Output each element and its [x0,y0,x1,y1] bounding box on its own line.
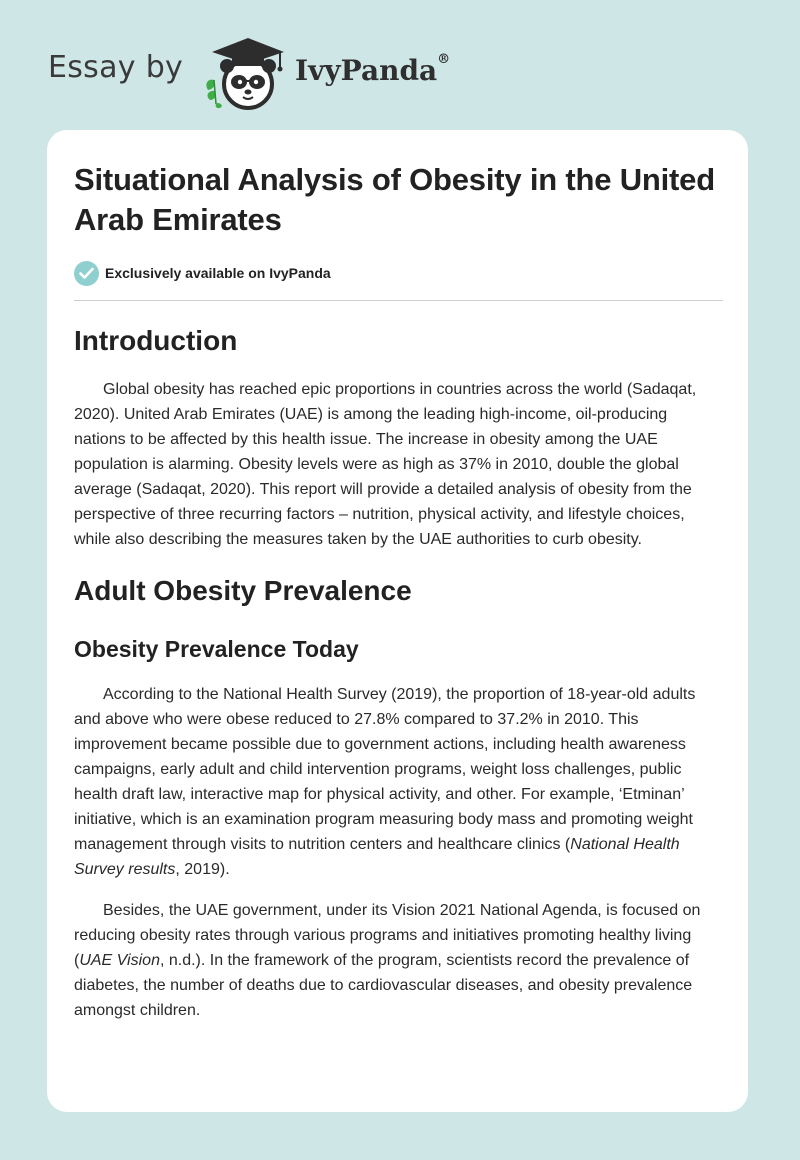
essay-by-label: Essay by [48,50,184,85]
essay-content [74,160,723,1023]
check-icon [74,261,99,286]
brand-name[interactable]: IvyPanda® [295,52,451,87]
divider [74,300,723,301]
introduction-paragraph: Global obesity has reached epic proportions in countries across the world (Sadaqat, 2020). United Arab Emirates (UAE) is among the leading high-income, oil-producing nations to be affected by this health issue. The increase in obesity among the UAE population is alarming. Obesity levels were as high as 37% in 2010, double the global average (Sadaqat, 2020). This report will provide a detailed analysis of obesity from the perspective of three recurring factors – nutrition, physical activity, and lifestyle choices, while also describing the measures taken by the UAE authorities to curb obesity. [74,381,697,548]
prevalence-today-paragraph-1: According to the National Health Survey (2019), the proportion of 18-year-old adults and above who were obese reduced to 27.8% compared to 37.2% in 2010. This improvement became possible due to government actions, including health awareness campaigns, early adult and child intervention programs, weight loss challenges, public health draft law, interactive map for physical activity, and other. For example, ‘Etminan’ initiative, which is an examination program measuring body mass and promoting weight management through visits to nutrition centers and healthcare clinics (National Health Survey results, 2019). [74,686,696,878]
site-header [48,30,548,110]
essay-title: Situational Analysis of Obesity in the United Arab Emirates [74,162,715,237]
citation-italic: National Health Survey results [74,836,680,878]
exclusive-label: Exclusively available on IvyPanda [105,265,331,281]
prevalence-today-paragraph-2: Besides, the UAE government, under its Vision 2021 National Agenda, is focused on reducing obesity rates through various programs and initiatives promoting healthy living (UAE Vision, n.d.). In the framework of the program, scientists record the prevalence of diabetes, the number of deaths due to cardiovascular diseases, and obesity prevalence amongst children. [74,902,701,1019]
citation-italic: UAE Vision [79,952,160,969]
exclusive-badge [74,259,723,287]
registered-mark: ® [437,52,451,67]
essay-card [47,130,748,1112]
introduction-heading: Introduction [74,325,238,356]
prevalence-today-heading: Obesity Prevalence Today [74,636,359,662]
panda-logo-icon[interactable] [202,34,292,112]
adult-prevalence-heading: Adult Obesity Prevalence [74,575,412,606]
